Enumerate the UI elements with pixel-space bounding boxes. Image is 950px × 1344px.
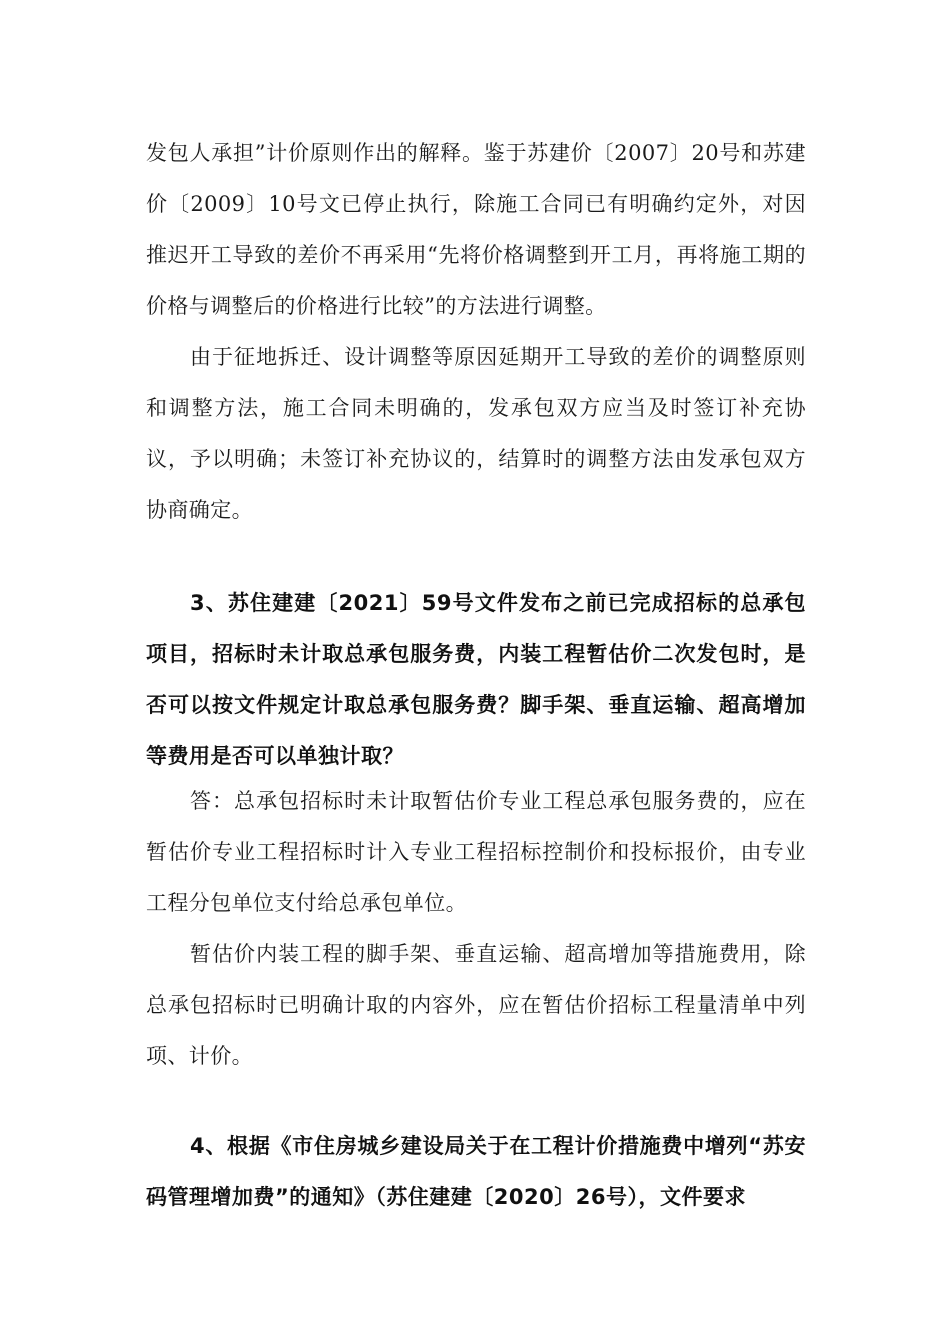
answer-3-paragraph-2: 暂估价内装工程的脚手架、垂直运输、超高增加等措施费用，除总承包招标时已明确计取的内容外，应在暂估价招标工程量清单中列项、计价。 (146, 942, 806, 1068)
question-4-heading: 4、根据《市住房城乡建设局关于在工程计价措施费中增列“苏安码管理增加费”的通知》（苏住建建〔2020〕26号），文件要求 (146, 1134, 806, 1209)
question-3-heading: 3、苏住建建〔2021〕59号文件发布之前已完成招标的总承包项目，招标时未计取总承包服务费，内装工程暂估价二次发包时，是否可以按文件规定计取总承包服务费？脚手架、垂直运输、超高增加等费用是否可以单独计取？ (146, 591, 806, 768)
answer-3-paragraph-1: 答：总承包招标时未计取暂估价专业工程总承包服务费的，应在暂估价专业工程招标时计入专业工程招标控制价和投标报价，由专业工程分包单位支付给总承包单位。 (146, 789, 806, 915)
paragraph-delayed-start-adjustment: 由于征地拆迁、设计调整等原因延期开工导致的差价的调整原则和调整方法，施工合同未明确的，发承包双方应当及时签订补充协议，予以明确；未签订补充协议的，结算时的调整方法由发承包双方协商确定。 (146, 345, 806, 522)
paragraph-price-principle-explanation: 发包人承担”计价原则作出的解释。鉴于苏建价〔2007〕20号和苏建价〔2009〕10号文已停止执行，除施工合同已有明确约定外，对因推迟开工导致的差价不再采用“先将价格调整到开工月，再将施工期的价格与调整后的价格进行比较”的方法进行调整。 (146, 141, 806, 318)
